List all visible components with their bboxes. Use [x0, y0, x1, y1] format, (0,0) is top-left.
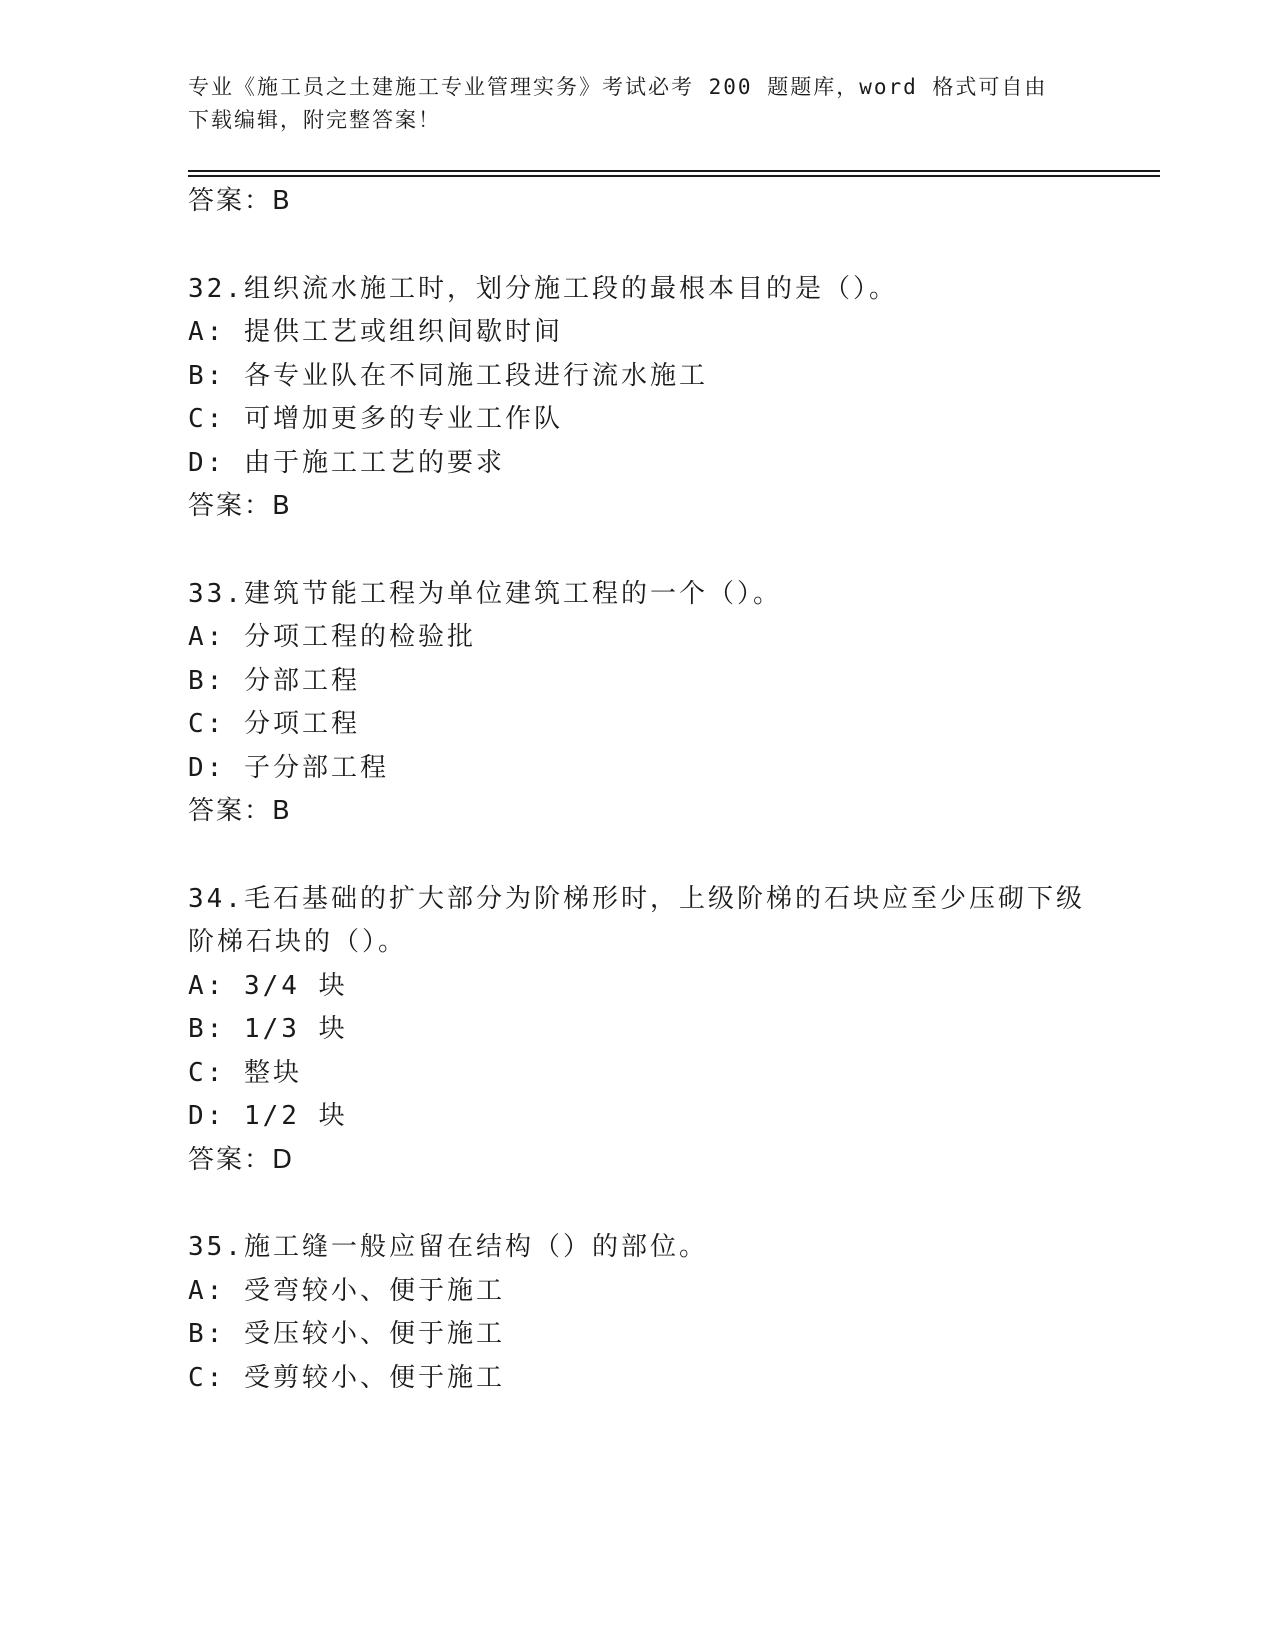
option-c: C: 整块 [188, 1058, 302, 1088]
header-line-2: 下载编辑，附完整答案！ [188, 108, 441, 132]
option-c: C: 分项工程 [188, 709, 360, 739]
previous-answer: 答案：B [188, 186, 292, 216]
option-b: B: 分部工程 [188, 666, 360, 696]
answer: 答案：B [188, 491, 292, 521]
option-d: D: 子分部工程 [188, 753, 389, 783]
option-a: A: 受弯较小、便于施工 [188, 1276, 505, 1306]
header-line-1: 专业《施工员之土建施工专业管理实务》考试必考 200 题题库，word 格式可自由 [188, 75, 1048, 99]
question-stem-line-2: 阶梯石块的（）。 [188, 927, 408, 957]
option-d: D: 由于施工工艺的要求 [188, 448, 505, 478]
option-b: B: 各专业队在不同施工段进行流水施工 [188, 361, 708, 391]
question-stem: 32.组织流水施工时，划分施工段的最根本目的是（）。 [188, 274, 898, 304]
option-d: D: 1/2 块 [188, 1101, 348, 1131]
option-b: B: 受压较小、便于施工 [188, 1319, 505, 1349]
option-a: A: 分项工程的检验批 [188, 622, 476, 652]
option-a: A: 3/4 块 [188, 971, 348, 1001]
question-stem: 33.建筑节能工程为单位建筑工程的一个（）。 [188, 579, 782, 609]
question-stem-line-1: 34.毛石基础的扩大部分为阶梯形时，上级阶梯的石块应至少压砌下级 [188, 884, 1085, 914]
header-rule-bottom [188, 175, 1160, 177]
option-b: B: 1/3 块 [188, 1014, 348, 1044]
option-a: A: 提供工艺或组织间歇时间 [188, 317, 563, 347]
answer: 答案：B [188, 796, 292, 826]
option-c: C: 可增加更多的专业工作队 [188, 404, 563, 434]
option-c: C: 受剪较小、便于施工 [188, 1363, 505, 1393]
header-rule-top [188, 170, 1160, 172]
question-stem: 35.施工缝一般应留在结构（）的部位。 [188, 1232, 708, 1262]
answer: 答案：D [188, 1145, 295, 1175]
